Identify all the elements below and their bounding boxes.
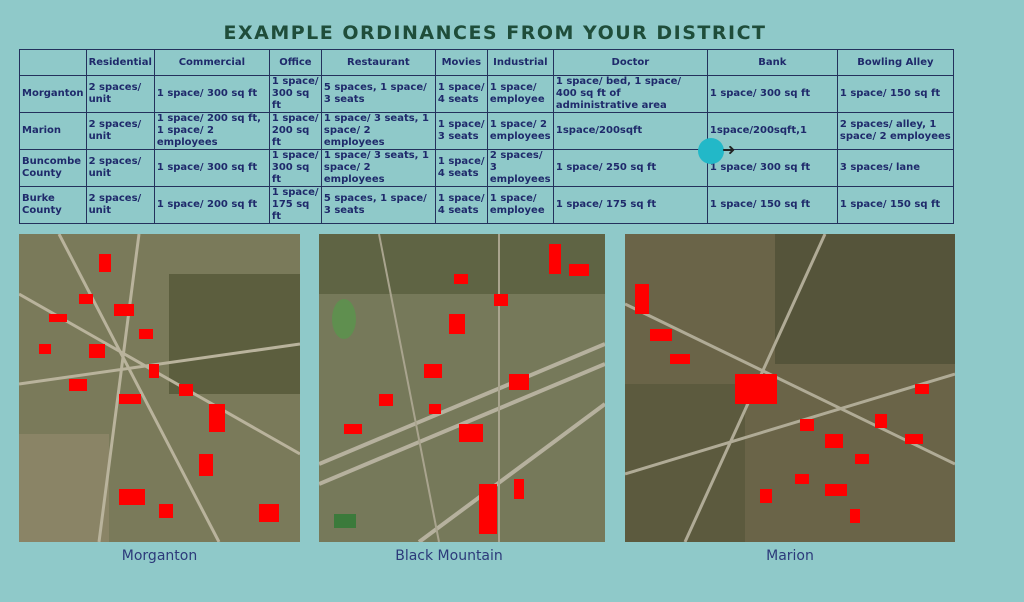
table-cell: 5 spaces, 1 space/ 3 seats [321, 187, 435, 224]
table-cell: 1 space/ 150 sq ft [707, 187, 837, 224]
row-label: Burke County [20, 187, 87, 224]
table-cell: 1 space/ 300 sq ft [269, 76, 321, 113]
table-cell: 1 space/ 4 seats [435, 150, 487, 187]
table-cell: 1 space/ 300 sq ft [154, 150, 269, 187]
table-cell: 3 spaces/ lane [837, 150, 953, 187]
header-cell: Movies [435, 50, 487, 76]
table-row [20, 113, 954, 150]
page-title: EXAMPLE ORDINANCES FROM YOUR DISTRICT [223, 22, 767, 44]
table-cell: 1 space/ 300 sq ft [707, 150, 837, 187]
table-cell: 1space/200sqft [553, 113, 707, 150]
header-cell: Restaurant [321, 50, 435, 76]
table-cell: 1 space/ 200 sq ft [269, 113, 321, 150]
table-cell: 2 spaces/ unit [86, 113, 154, 150]
aerial-map-image [319, 234, 605, 542]
table-cell: 1 space/ 4 seats [435, 187, 487, 224]
header-cell: Residential [86, 50, 154, 76]
table-cell: 1 space/ 200 sq ft, 1 space/ 2 employees [154, 113, 269, 150]
aerial-map-marion [625, 234, 955, 542]
header-cell: Commercial [154, 50, 269, 76]
ordinance-table [19, 49, 954, 224]
row-label: Morganton [20, 76, 87, 113]
table-cell: 1 space/ bed, 1 space/ 400 sq ft of administrative area [553, 76, 707, 113]
aerial-map-image [625, 234, 955, 542]
table-cell: 1 space/ 2 employees [487, 113, 553, 150]
row-label: Buncombe County [20, 150, 87, 187]
table-cell: 2 spaces/ alley, 1 space/ 2 employees [837, 113, 953, 150]
table-cell: 1 space/ 3 seats, 1 space/ 2 employees [321, 113, 435, 150]
row-label: Marion [20, 113, 87, 150]
aerial-map-morganton [19, 234, 300, 542]
table-cell: 1 space/ 175 sq ft [269, 187, 321, 224]
table-cell: 2 spaces/ unit [86, 76, 154, 113]
map-caption-morganton: Morganton [121, 548, 198, 564]
table-cell: 2 spaces/ unit [86, 150, 154, 187]
header-cell: Office [269, 50, 321, 76]
table-row [20, 76, 954, 113]
table-cell: 1 space/ 3 seats, 1 space/ 2 employees [321, 150, 435, 187]
table-cell: 1 space/ 300 sq ft [269, 150, 321, 187]
table-cell: 1space/200sqft,1 [707, 113, 837, 150]
cursor-highlight [698, 138, 724, 164]
table-cell: 1 space/ 300 sq ft [707, 76, 837, 113]
table-cell: 1 space/ 250 sq ft [553, 150, 707, 187]
header-cell: Industrial [487, 50, 553, 76]
header-cell [20, 50, 87, 76]
table-cell: 5 spaces, 1 space/ 3 seats [321, 76, 435, 113]
table-cell: 1 space/ 150 sq ft [837, 76, 953, 113]
header-cell: Bowling Alley [837, 50, 953, 76]
table-cell: 1 space/ 4 seats [435, 76, 487, 113]
aerial-map-black-mountain [319, 234, 605, 542]
table-cell: 2 spaces/ 3 employees [487, 150, 553, 187]
map-caption-black-mountain: Black Mountain [395, 548, 503, 564]
table-row [20, 150, 954, 187]
header-cell: Bank [707, 50, 837, 76]
header-cell: Doctor [553, 50, 707, 76]
table-cell: 1 space/ employee [487, 187, 553, 224]
table-cell: 1 space/ 200 sq ft [154, 187, 269, 224]
table-cell: 1 space/ 3 seats [435, 113, 487, 150]
table-cell: 2 spaces/ unit [86, 187, 154, 224]
aerial-map-image [19, 234, 300, 542]
table-cell: 1 space/ 175 sq ft [553, 187, 707, 224]
table-header-row [20, 50, 954, 76]
table-cell: 1 space/ employee [487, 76, 553, 113]
table-cell: 1 space/ 300 sq ft [154, 76, 269, 113]
map-caption-marion: Marion [766, 548, 814, 564]
arrow-cursor-icon: ➜ [722, 140, 736, 159]
table-row [20, 187, 954, 224]
table-cell: 1 space/ 150 sq ft [837, 187, 953, 224]
